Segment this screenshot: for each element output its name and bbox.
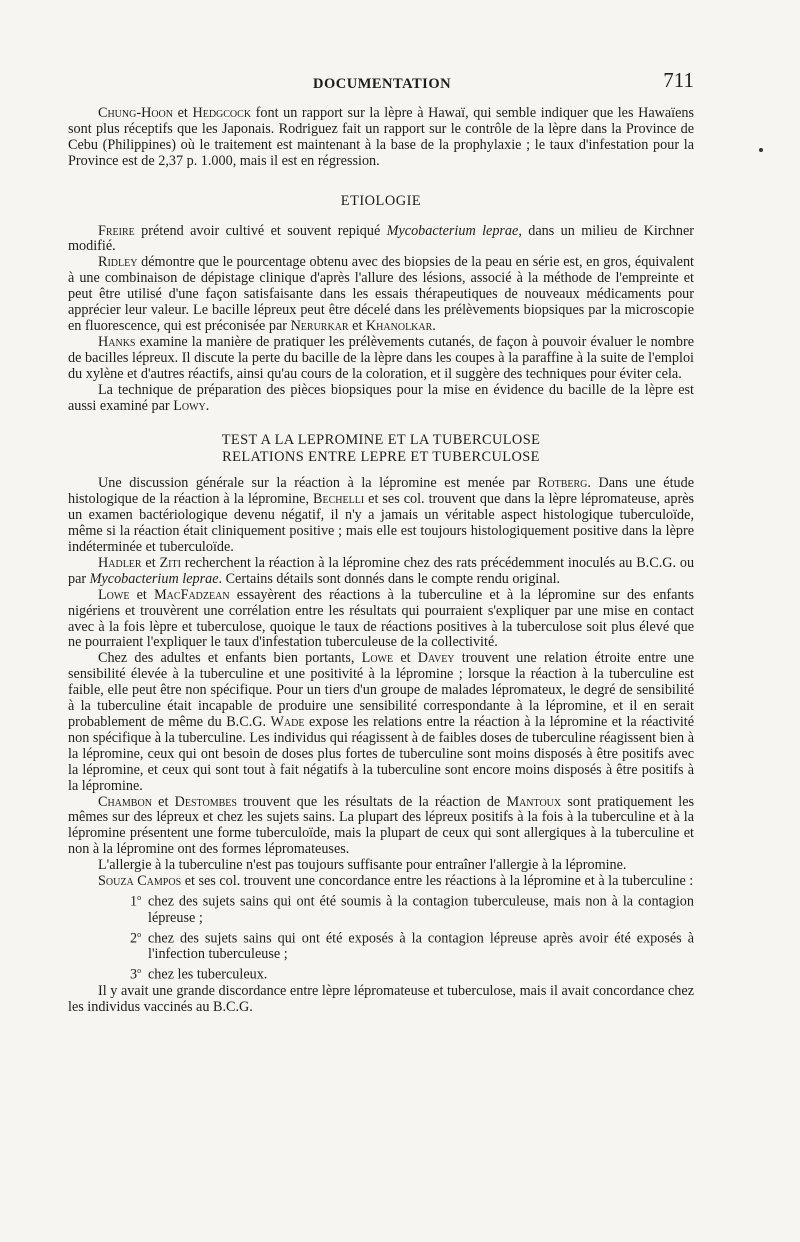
- conjunction: et: [177, 105, 188, 121]
- author-name: Hedgcock: [192, 105, 252, 121]
- list-item: [68, 963, 694, 984]
- list-item-text: chez les tuberculeux.: [148, 966, 268, 983]
- paragraph-text: démontre que le pourcentage obtenu avec des biopsies de la peau en série est, en gros, équivalent à une combinaison de dépistage clinique d'après l'allure des lésions, associé à la méthode de l'empreinte et peut être utilisé d'une façon satisfaisante dans les essais thérapeutiques de nouveaux médicaments pour apprécier leur valeur. Le bacille lépreux peut être décelé dans les prélèvements biopsiques par la microscopie en fluorescence, qui est préconisée par: [68, 254, 695, 334]
- paragraph-text: .: [205, 397, 210, 414]
- author-name: Nerurkar: [290, 317, 349, 334]
- paragraph-text: L'allergie à la tuberculine n'est pas toujours suffisante pour entraîner l'allergie à la lépromine.: [98, 857, 627, 874]
- paragraph-rotberg: [68, 476, 694, 556]
- author-name: Lowy: [173, 397, 206, 414]
- paragraph-text: examine la manière de pratiquer les prélèvements cutanés, de façon à pouvoir évaluer le nombre de bacilles lépreux. Il discute la perte du bacille de la lèpre dans les coupes à la paraffine à la suite de l'emploi du xylène et d'autres réactifs, ainsi qu'au cours de la coloration, et il suggère des techniques pour éviter cela.: [68, 333, 695, 382]
- author-name: Souza Campos: [98, 873, 182, 890]
- paragraph-text: et ses col. trouvent une concordance entre les réactions à la lépromine et à la tuberculine :: [184, 873, 694, 890]
- paragraph-text: sont pratiquement les mêmes sur des lépreux et chez les sujets sains. La plupart des lépreux positifs à la fois à la tuberculine et à la lépromine présentent une forme tuberculoïde, mais la plupart de ceux qui sont allergiques à la tuberculine et non à la lépromine ont des formes lépromateuses.: [68, 793, 695, 858]
- author-name: Ridley: [98, 254, 138, 271]
- paragraph-text: essayèrent des réactions à la tuberculine et à la lépromine sur des enfants nigériens et trouvèrent une corrélation entre les résultats qui pourraient s'expliquer par une mise en contact avec à la fois lèpre et tuberculose, quoique le taux de réactions positives à la tuberculose soit plus élevé que ne pourraient l'expliquer le taux d'infestation tuberculeuse de la collectivité.: [68, 586, 695, 651]
- paragraph-text: Il y avait une grande discordance entre lèpre lépromateuse et tuberculose, mais il avait concordance chez les individus vaccinés au B.C.G.: [68, 982, 694, 1015]
- author-name: MacFadzean: [154, 586, 230, 603]
- running-title: DOCUMENTATION: [313, 76, 452, 92]
- paragraph-ridley: [68, 255, 694, 335]
- author-name: Davey: [417, 650, 455, 667]
- author-name: Wade: [270, 714, 305, 730]
- author-name: Rotberg: [537, 475, 588, 492]
- intro-paragraph: [68, 106, 694, 170]
- author-name: Freire: [98, 222, 135, 239]
- list-item: [68, 927, 694, 964]
- paragraph-text: font un rapport sur la lèpre à Hawaï, qui semble indiquer que les Hawaïens sont plus réceptifs que les Japonais. Rodriguez fait un rapport sur le contrôle de la lèpre dans la Province de Cebu (Philippines) où le traitement est maintenant à la base de la prophylaxie ; le taux d'infestation pour la Province est de 2,37 p. 1.000, mais il est en régression.: [68, 105, 695, 169]
- author-name: Chambon: [98, 793, 152, 810]
- paragraph-hadler: [68, 556, 694, 588]
- paragraph-text: La technique de préparation des pièces biopsiques pour la mise en évidence du bacille de la lèpre est aussi examiné par: [68, 381, 694, 414]
- author-name: Bechelli: [313, 491, 365, 508]
- paragraph-text: trouvent que les résultats de la réaction de: [243, 793, 501, 810]
- paragraph-text: . Dans une étude histologique de la réaction à la lépromine,: [68, 475, 695, 508]
- author-name: Mantoux: [506, 793, 562, 810]
- author-name: Khanolkar: [365, 317, 433, 334]
- species-name: Mycobacterium leprae: [386, 222, 519, 239]
- paragraph-hanks: [68, 335, 694, 383]
- conjunction: et: [136, 586, 147, 603]
- list-item: [68, 890, 694, 927]
- ink-speck: [759, 148, 763, 152]
- section-heading-lepromine: [68, 432, 694, 466]
- conjunction: et: [400, 650, 411, 667]
- paragraph-text: prétend avoir cultivé et souvent repiqué: [141, 222, 381, 239]
- paragraph-text: .: [432, 317, 436, 334]
- paragraph-text: expose les relations entre la réaction à la lépromine et la réactivité non spécifique à la tuberculine. Les individus qui réagissent à de faibles doses de tuberculine réagissent bien à la lépromine, ceux qui ont besoin de doses plus fortes de tuberculine sont moins disposés à être positifs avec la lépromine, et ceux qui sont tout à fait négatifs à la tuberculine sont encore moins disposés à être positifs à la lépromine.: [68, 714, 694, 794]
- paragraph-text: Chez des adultes et enfants bien portants,: [98, 650, 355, 667]
- heading-line: RELATIONS ENTRE LEPRE ET TUBERCULOSE: [222, 449, 540, 466]
- paragraph-chambon: [68, 795, 694, 859]
- list-item-text: chez des sujets sains qui ont été exposés à la contagion lépreuse après avoir été exposés à l'infection tuberculeuse ;: [148, 930, 694, 963]
- author-name: Ziti: [159, 554, 181, 571]
- author-name: Lowe: [361, 650, 394, 667]
- page-body: [68, 106, 694, 1016]
- author-name: Chung-Hoon: [98, 105, 173, 121]
- page-header: [68, 68, 694, 98]
- paragraph-freire: [68, 224, 694, 256]
- author-name: Hadler: [98, 554, 142, 571]
- author-name: Hanks: [98, 333, 136, 350]
- paragraph-conclusion: [68, 984, 694, 1016]
- conjunction: et: [145, 554, 156, 571]
- conjunction: et: [158, 793, 169, 810]
- paragraph-text: recherchent la réaction à la lépromine chez des rats précédemment inoculés au B.C.G. ou par: [68, 554, 695, 587]
- section-heading-etiologie: ETIOLOGIE: [340, 192, 422, 209]
- paragraph-lowe-davey: [68, 651, 694, 794]
- author-name: Lowe: [98, 586, 130, 603]
- conjunction: et: [352, 317, 363, 334]
- paragraph-lowy: [68, 383, 694, 415]
- page-number: 711: [663, 68, 694, 92]
- paragraph-lowe-macfadzean: [68, 588, 694, 652]
- paragraph-text: trouvent une relation étroite entre une sensibilité élevée à la tuberculine et une positivité à la lépromine ; lorsque la réaction à la tuberculine est faible, elle peut être non spécifique. Pour un tiers d'un groupe de malades lépromateux, le degré de sensibilité à la tuberculine était incapable de produire une sensibilité correspondante à la lépromine, et il en serait probablement de même du B.C.G.: [68, 650, 695, 730]
- list-number: 1$^o$: [130, 892, 142, 910]
- heading-line: TEST A LA LEPROMINE ET LA TUBERCULOSE: [221, 432, 541, 449]
- paragraph-text: . Certains détails sont donnés dans le compte rendu original.: [218, 570, 561, 587]
- species-name: Mycobacterium leprae: [89, 570, 219, 587]
- paragraph-souza-campos: [68, 874, 694, 890]
- paragraph-text: , dans un milieu de Kirchner modifié.: [68, 222, 695, 255]
- list-item-text: chez des sujets sains qui ont été soumis à la contagion tuberculeuse, mais non à la contagion lépreuse ;: [148, 893, 694, 926]
- paragraph-allergie: [68, 858, 694, 874]
- list-number: 2$^o$: [130, 929, 142, 947]
- paragraph-text: Une discussion générale sur la réaction à la lépromine est menée par: [98, 475, 531, 492]
- paragraph-text: et ses col. trouvent que dans la lèpre lépromateuse, après un examen bactériologique devenu négatif, il n'y a jamais un véritable aspect histologique tuberculoïde, même si la réaction était cliniquement positive ; mais elle est toujours histologiquement positive dans la lèpre indéterminée et tuberculoïde.: [68, 491, 695, 556]
- list-number: 3$^o$: [130, 966, 142, 983]
- author-name: Destombes: [174, 793, 237, 810]
